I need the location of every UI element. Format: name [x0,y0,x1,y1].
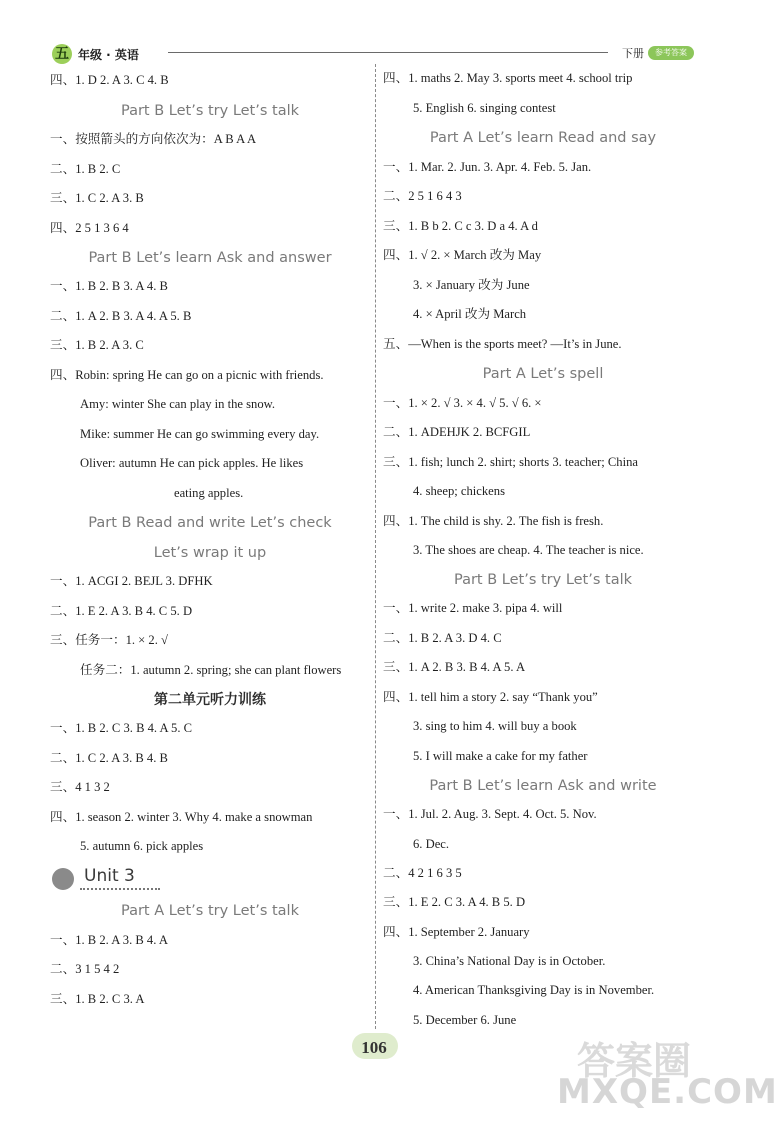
answer-line: 三、1. E 2. C 3. A 4. B 5. D [383,895,526,909]
answer-line: 四、1. maths 2. May 3. sports meet 4. school trip [383,71,633,85]
answer-line: 一、1. write 2. make 3. pipa 4. will [383,601,563,615]
answer-line: 3. The shoes are cheap. 4. The teacher is nice. [413,543,644,557]
answer-line: 4. American Thanksgiving Day is in November. [413,983,655,997]
answer-line: 四、Robin: spring He can go on a picnic with friends. [50,368,324,382]
answer-line: 3. China’s National Day is in October. [413,954,606,968]
answer-line: 二、2 5 1 6 4 3 [383,189,462,203]
answer-badge: 参考答案 [648,46,694,60]
answer-line: 四、1. D 2. A 3. C 4. B [50,73,169,87]
answer-line: 三、4 1 3 2 [50,780,110,794]
grade-subject-label: 年级 · 英语 [78,48,139,62]
answer-line: eating apples. [174,486,244,500]
answer-line: 5. December 6. June [413,1013,517,1027]
section-heading: Part B Let’s try Let’s talk [453,572,633,588]
section-heading: Part A Let’s try Let’s talk [120,903,299,919]
answer-line: 5. autumn 6. pick apples [80,839,204,853]
answer-line: 三、1. B b 2. C c 3. D a 4. A d [383,219,538,233]
page-header [48,40,698,68]
column-divider [375,64,376,1029]
answer-line: 一、1. Mar. 2. Jun. 3. Apr. 4. Feb. 5. Jan. [383,160,592,174]
page-number: 106 [361,1038,387,1057]
answer-line: 一、1. B 2. A 3. B 4. A [50,933,168,947]
answer-line: 6. Dec. [413,837,450,851]
section-heading: Part B Let’s learn Ask and answer [88,250,332,266]
answer-line: 四、1. √ 2. × March 改为 May [383,248,542,262]
answer-line: 4. × April 改为 March [413,307,527,321]
answer-line: 二、1. B 2. A 3. D 4. C [383,631,502,645]
grade-badge: 五 [52,44,72,64]
unit-title: Unit 3 [84,866,135,886]
section-heading: Part B Let’s try Let’s talk [120,103,300,119]
answer-line: 四、1. season 2. winter 3. Why 4. make a snowman [50,810,313,824]
answer-line: 三、1. B 2. C 3. A [50,992,145,1006]
answer-line: 二、1. C 2. A 3. B 4. B [50,751,168,765]
section-heading: 第二单元听力训练 [154,692,266,708]
answer-line: 一、按照箭头的方向依次为：A B A A [50,132,257,146]
answer-line: 四、1. tell him a story 2. say “Thank you” [383,690,598,704]
answer-line: Amy: winter She can play in the snow. [80,397,276,411]
answer-line: 二、4 2 1 6 3 5 [383,866,462,880]
section-heading: Part A Let’s learn Read and say [429,130,657,146]
answer-line: 三、1. C 2. A 3. B [50,191,144,205]
answer-line: 三、1. fish; lunch 2. shirt; shorts 3. teacher; China [383,455,638,469]
answer-line: 二、1. E 2. A 3. B 4. C 5. D [50,604,193,618]
answer-line: 一、1. ACGI 2. BEJL 3. DFHK [50,574,213,588]
answer-line: 5. I will make a cake for my father [413,749,588,763]
answer-line: 三、任务一：1. × 2. √ [50,633,168,647]
answer-line: 3. sing to him 4. will buy a book [413,719,577,733]
answer-line: 五、—When is the sports meet? —It’s in June. [383,337,622,351]
watermark-cn: 答案圈 [577,1039,692,1083]
answer-line: 一、1. × 2. √ 3. × 4. √ 5. √ 6. × [383,396,542,410]
unit-dot-icon [52,868,74,890]
unit-heading [50,864,250,890]
answer-line: Mike: summer He can go swimming every day. [80,427,320,441]
volume-label: 下册 [622,47,644,60]
answer-line: 四、1. The child is shy. 2. The fish is fresh. [383,514,604,528]
answer-line: 一、1. Jul. 2. Aug. 3. Sept. 4. Oct. 5. Nov. [383,807,597,821]
answer-line: 二、1. ADEHJK 2. BCFGIL [383,425,531,439]
section-heading: Part A Let’s spell [482,366,604,382]
answer-line: 4. sheep; chickens [413,484,505,498]
watermark [557,1030,778,1112]
answer-line: 三、1. B 2. A 3. C [50,338,144,352]
section-heading: Let’s wrap it up [153,545,267,561]
answer-line: Oliver: autumn He can pick apples. He likes [80,456,304,470]
answer-line: 二、3 1 5 4 2 [50,962,120,976]
answer-line: 3. × January 改为 June [413,278,530,292]
watermark-en: MXQE.COM [557,1072,778,1112]
unit-underline [80,888,160,890]
section-heading: Part B Read and write Let’s check [88,515,332,531]
answer-line: 二、1. B 2. C [50,162,121,176]
answer-line: 四、1. September 2. January [383,925,530,939]
answer-line: 二、1. A 2. B 3. A 4. A 5. B [50,309,192,323]
answer-line: 三、1. A 2. B 3. B 4. A 5. A [383,660,526,674]
section-heading: Part B Let’s learn Ask and write [429,778,657,794]
answer-line: 任务二：1. autumn 2. spring; she can plant flowers [80,663,342,677]
header-rule [168,52,608,53]
answer-line: 一、1. B 2. B 3. A 4. B [50,279,168,293]
answer-line: 一、1. B 2. C 3. B 4. A 5. C [50,721,193,735]
answer-line: 5. English 6. singing contest [413,101,556,115]
answer-line: 四、2 5 1 3 6 4 [50,221,129,235]
